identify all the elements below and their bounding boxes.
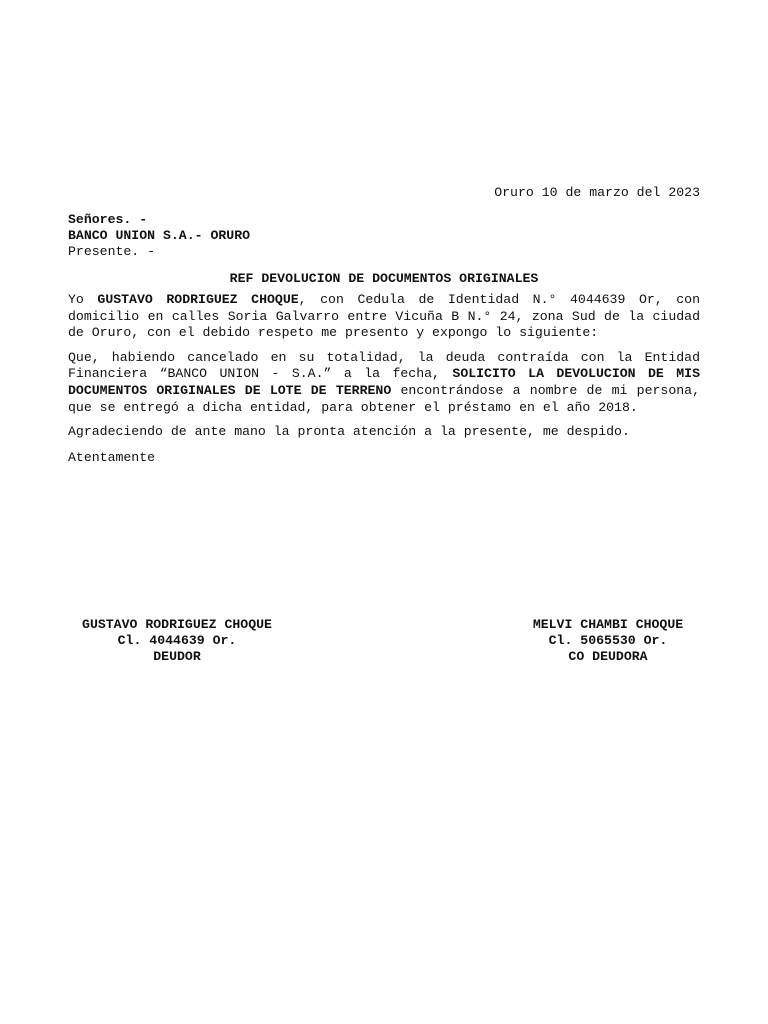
recipient-block [68,212,700,260]
date-line: Oruro 10 de marzo del 2023 [494,185,700,200]
signer-id: Cl. 5065530 Or. [548,633,668,648]
request-statement: SOLICITO LA DEVOLUCION DE MIS DOCUMENTOS ORIGINALES DE LOTE DE TERRENO [68,366,700,398]
signature-block-codebtor [520,617,696,665]
paragraph2-pre: Que, habiendo cancelado en su totalidad, la deuda contraída con la Entidad Financiera “BANCO UNION - S.A.” a la fecha, [68,349,700,382]
signer-name: MELVI CHAMBI CHOQUE [532,617,684,632]
paragraph-thanks: Agradeciendo de ante mano la pronta atención a la presente, me despido. [68,424,630,440]
closing-line: Atentamente [68,449,156,465]
paragraph1-pre: Yo [68,292,98,307]
paragraph2-post: encontrándose a nombre de mi persona, que se entregó a dicha entidad, para obtener el préstamo en el año 2018. [68,382,700,415]
paragraph-request [68,350,700,416]
signer-name: GUSTAVO RODRIGUEZ CHOQUE [82,617,272,632]
signature-block-debtor [68,617,286,665]
paragraph-introduction [68,292,700,342]
signer-role: DEUDOR [153,649,201,664]
reference-line: REF DEVOLUCION DE DOCUMENTOS ORIGINALES [229,271,539,286]
presente-line: Presente. - [68,244,156,259]
institution-name: BANCO UNION S.A.- ORURO [68,228,251,243]
letter-body [68,184,700,466]
paragraph1-post: , con Cedula de Identidad N.° 4044639 Or, con domicilio en calles Soria Galvarro entre Vicuña B N.° 24, zona Sud de la ciudad de Oruro, con el debido respeto me presento y expongo lo siguiente: [68,292,701,341]
applicant-name: GUSTAVO RODRIGUEZ CHOQUE [97,292,299,307]
salutation: Señores. - [68,212,148,227]
signer-id: Cl. 4044639 Or. [117,633,237,648]
signer-role: CO DEUDORA [568,649,648,664]
